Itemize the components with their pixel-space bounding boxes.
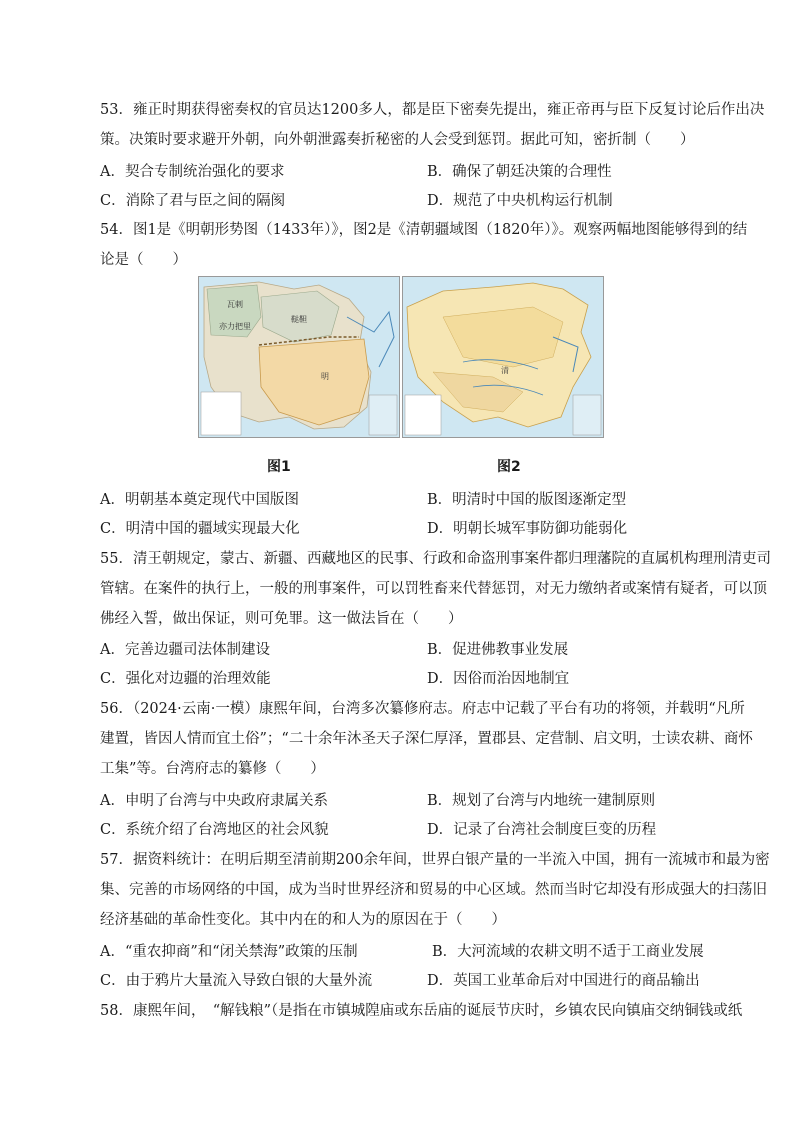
q54-line-2: 论是（ ） [100,252,187,268]
q56-option-c[interactable]: C．系统介绍了台湾地区的社会风貌 [100,822,329,838]
q58-line-1: 58．康熙年间， “解钱粮”（是指在市镇城隍庙或东岳庙的诞辰节庆时，乡镇农民向镇庙交纳铜钱或纸 [100,1003,743,1019]
fig2-label-qing: 清 [501,366,509,375]
q55-line-2: 管辖。在案件的执行上，一般的刑事案件，可以罚牲畜来代替惩罚，对无力缴纳者或案情有疑者，可以顶 [100,581,767,597]
q53-option-d[interactable]: D．规范了中央机构运行机制 [427,193,613,209]
q55-option-d[interactable]: D．因俗而治因地制宜 [427,671,570,687]
fig1-label-wala: 瓦剌 [227,300,243,309]
q57-line-2: 集、完善的市场网络的中国，成为当时世界经济和贸易的中心区域。然而当时它却没有形成强大的扫荡旧 [100,882,767,898]
qing-map-image [402,276,604,438]
q54-option-a[interactable]: A．明朝基本奠定现代中国版图 [100,492,299,508]
q57-line-1: 57．据资料统计：在明后期至清前期200余年间，世界白银产量的一半流入中国，拥有一流城市和最为密 [100,852,770,868]
fig1-label-ming: 明 [321,372,329,381]
q55-line-3: 佛经入誓，做出保证，则可免罪。这一做法旨在（ ） [100,611,463,627]
q57-option-a[interactable]: A．“重农抑商”和“闭关禁海”政策的压制 [100,944,358,960]
fig1-label-yilibali: 亦力把里 [219,322,251,331]
q53-line-2: 策。决策时要求避开外朝，向外朝泄露奏折秘密的人会受到惩罚。据此可知，密折制（ ） [100,132,695,148]
q57-option-d[interactable]: D．英国工业革命后对中国进行的商品输出 [427,973,700,989]
fig2-caption: 图2 [497,459,521,475]
q54-option-c[interactable]: C．明清中国的疆域实现最大化 [100,521,300,537]
q56-option-a[interactable]: A．申明了台湾与中央政府隶属关系 [100,793,328,809]
q57-option-b[interactable]: B．大河流域的农耕文明不适于工商业发展 [432,944,704,960]
fig1-caption: 图1 [267,459,291,475]
q56-line-3: 工集”等。台湾府志的纂修（ ） [100,761,325,777]
q56-line-1: 56．（2024·云南·一模）康熙年间，台湾多次纂修府志。府志中记载了平台有功的将领，并载明“凡所 [100,701,745,717]
q56-option-b[interactable]: B．规划了台湾与内地统一建制原则 [427,793,656,809]
q54-option-b[interactable]: B．明清时中国的版图逐渐定型 [427,492,627,508]
q56-option-d[interactable]: D．记录了台湾社会制度巨变的历程 [427,822,657,838]
q55-option-b[interactable]: B．促进佛教事业发展 [427,642,569,658]
q53-option-c[interactable]: C．消除了君与臣之间的隔阂 [100,193,286,209]
q57-line-3: 经济基础的革命性变化。其中内在的和人为的原因在于（ ） [100,912,506,928]
q53-line-1: 53．雍正时期获得密奏权的官员达1200多人，都是臣下密奏先提出，雍正帝再与臣下反复讨论后作出决 [100,102,765,118]
q55-line-1: 55．清王朝规定，蒙古、新疆、西藏地区的民事、行政和命盗刑事案件都归理藩院的直属机构理刑清吏司 [100,551,771,567]
q54-option-d[interactable]: D．明朝长城军事防御功能弱化 [427,521,628,537]
q56-line-2: 建置，皆因人情而宜土俗”；“二十余年沐圣天子深仁厚泽，置郡县、定营制、启文明，士读农耕、商怀 [100,731,753,747]
ming-map-image [198,276,400,438]
q55-option-a[interactable]: A．完善边疆司法体制建设 [100,642,270,658]
q55-option-c[interactable]: C．强化对边疆的治理效能 [100,671,271,687]
fig1-label-dada: 鞑靼 [291,315,307,324]
q57-option-c[interactable]: C．由于鸦片大量流入导致白银的大量外流 [100,973,373,989]
q53-option-b[interactable]: B．确保了朝廷决策的合理性 [427,164,612,180]
q54-line-1: 54．图1是《明朝形势图（1433年）》，图2是《清朝疆域图（1820年）》。观察两幅地图能够得到的结 [100,222,748,238]
q53-option-a[interactable]: A．契合专制统治强化的要求 [100,164,285,180]
map-figures [198,276,603,438]
